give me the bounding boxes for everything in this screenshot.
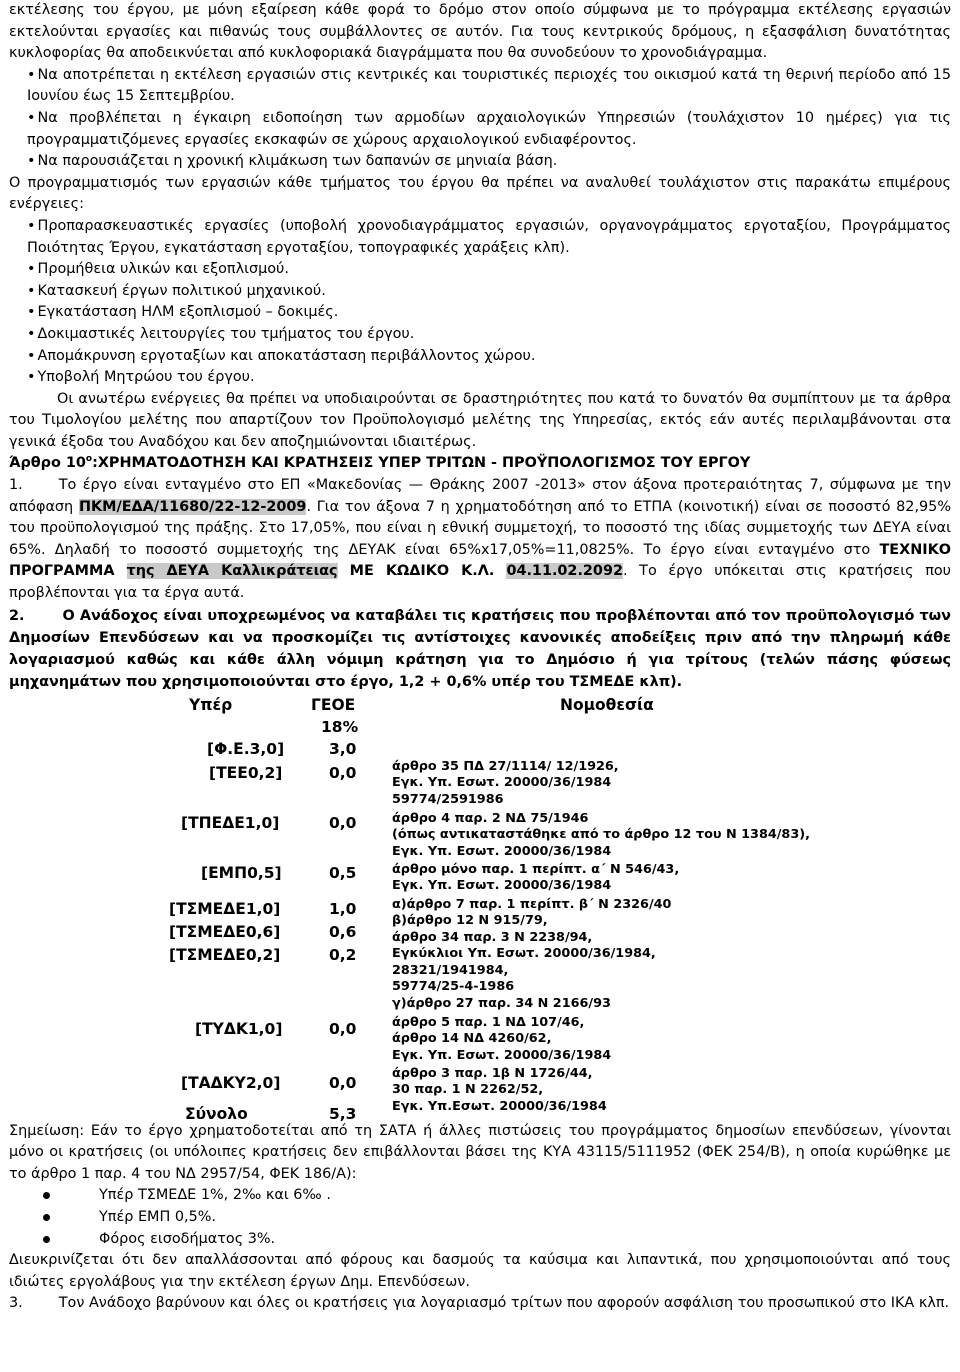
law-line: Εγκ. Υπ. Εσωτ. 20000/36/1984 bbox=[392, 878, 612, 894]
fee-row-label: [ΤΕΕ0,2] bbox=[209, 763, 283, 782]
law-line: άρθρο μόνο παρ. 1 περίπτ. α΄ Ν 546/43, bbox=[392, 861, 680, 877]
article-prefix: Άρθρο 10 bbox=[9, 455, 86, 472]
note-item: Υπέρ ΕΜΠ 0,5%. bbox=[9, 1207, 951, 1229]
law-line: Εγκ. Υπ.Εσωτ. 20000/36/1984 bbox=[392, 1098, 607, 1114]
section-2-text: Ο Ανάδοχος είναι υποχρεωμένος να καταβάλει τις κρατήσεις που προβλέπονται από τον προϋπολογισμό των Δημοσίων Επενδύσεων και να προσκομίζει τις αντίστοιχες κανονικές αποδείξεις πριν από την πληρωμή κάθε λογαριασμού καθώς και κάθε άλλη νόμιμη κράτηση για το Δημόσιο ή για τρίτους (τελών πάσης φύσεως μηχανημάτων που χρησιμοποιούνται στο έργο, 1,2 + 0,6% υπέρ του ΤΣΜΕΔΕ κλπ). bbox=[9, 607, 951, 690]
fee-row-label: [ΤΑΔΚΥ2,0] bbox=[181, 1073, 281, 1092]
fee-row-value: 0,0 bbox=[329, 1073, 357, 1092]
law-emp bbox=[392, 862, 679, 895]
law-line: γ)άρθρο 27 παρ. 34 Ν 2166/93 bbox=[392, 995, 611, 1011]
decision-number: ΠΚΜ/ΕΔΑ/11680/22-12-2009 bbox=[78, 498, 307, 515]
law-line: α)άρθρο 7 παρ. 1 περίπτ. β΄ Ν 2326/40 bbox=[392, 896, 672, 912]
fees-total-value: 5,3 bbox=[329, 1104, 357, 1123]
article-sup: ο bbox=[85, 454, 93, 465]
phase-item: • Προμήθεια υλικών και εξοπλισμού. bbox=[27, 259, 951, 281]
law-line: άρθρο 4 παρ. 2 ΝΔ 75/1946 bbox=[392, 810, 589, 826]
program-code: 04.11.02.2092 bbox=[506, 563, 623, 580]
fee-row-value: 0,0 bbox=[329, 763, 357, 782]
phase-item: • Κατασκευή έργων πολιτικού μηχανικού. bbox=[27, 281, 951, 303]
fees-header-uper: Υπέρ bbox=[189, 695, 233, 714]
fee-row-label: [ΕΜΠ0,5] bbox=[201, 863, 282, 882]
section-1-text-c: . Το έργο υπόκειται στις κρατήσεις που προβλέπονται για τα έργα αυτά. bbox=[9, 563, 951, 602]
fee-row-label: [ΤΣΜΕΔΕ1,0] bbox=[169, 899, 281, 918]
fee-row-value: 0,0 bbox=[329, 813, 357, 832]
law-line: Εγκ. Υπ. Εσωτ. 20000/36/1984 bbox=[392, 775, 612, 791]
section-3 bbox=[9, 1293, 951, 1315]
law-line: Εγκ. Υπ. Εσωτ. 20000/36/1984 bbox=[392, 843, 612, 859]
section-2-number: 2. bbox=[9, 607, 25, 624]
law-tydk bbox=[392, 1015, 611, 1065]
phase-item: • Δοκιμαστικές λειτουργίες του τμήματος του έργου. bbox=[27, 324, 951, 346]
fee-row-value: 1,0 bbox=[329, 899, 357, 918]
fee-row-label: [ΤΣΜΕΔΕ0,6] bbox=[169, 922, 281, 941]
section-1 bbox=[9, 475, 951, 605]
law-line: άρθρο 35 ΠΔ 27/1114/ 12/1926, bbox=[392, 758, 619, 774]
phase-item: • Προπαρασκευαστικές εργασίες (υποβολή χρονοδιαγράμματος εργασιών, οργανογράμματος εργοταξίου, Προγράμματος Ποιότητας Έργου, εγκατάσταση εργοταξίου, τοπογραφικές χαράξεις κλπ). bbox=[27, 216, 951, 259]
fee-row-label: [ΤΣΜΕΔΕ0,2] bbox=[169, 945, 281, 964]
law-line: άρθρο 14 ΝΔ 4260/62, bbox=[392, 1031, 552, 1047]
phase-item: • Εγκατάσταση ΗΛΜ εξοπλισμού – δοκιμές. bbox=[27, 302, 951, 324]
phases-closing: Οι ανωτέρω ενέργειες θα πρέπει να υποδιαιρούνται σε δραστηριότητες που κατά το δυνατόν θα συμπίπτουν με τα άρθρα του Τιμολογίου μελέτης που απαρτίζουν τον Προϋπολογισμό μελέτης της Υπηρεσίας, εκτός εάν αυτές περιλαμβάνονται στα γενικά έξοδα του Αναδόχου και δεν αποζημιώνονται ιδιαιτέρως. bbox=[9, 390, 951, 450]
intro-paragraph: εκτέλεσης του έργου, με μόνη εξαίρεση κάθε φορά το δρόμο στον οποίο σύμφωνα με το πρόγραμμα εκτέλεσης εργασιών εκτελούνται εργασίες και πιθανώς τους συμβάλλοντες σε αυτόν. Για τους κεντρικούς δρόμους, η εξασφάλιση δυνατότητας κυκλοφορίας θα αποδεικνύεται από κυκλοφοριακά διαγράμματα που θα συνοδεύουν το χρονοδιάγραμμα. bbox=[9, 2, 951, 62]
law-tsmede bbox=[392, 897, 671, 1013]
fee-row-value: 0,0 bbox=[329, 1019, 357, 1038]
intro-bullet-summer: • Να αποτρέπεται η εκτέλεση εργασιών στις κεντρικές και τουριστικές περιοχές του οικισμού κατά τη θερινή περίοδο από 15 Ιουνίου έως 15 Σεπτεμβρίου. bbox=[27, 65, 951, 108]
section-1-text-a: Το έργο είναι ενταγμένο στο ΕΠ «Μακεδονίας — Θράκης 2007 -2013» στον άξονα προτεραιότητας 7, σύμφωνα με την απόφαση bbox=[9, 477, 951, 515]
fees-total-label: Σύνολο bbox=[185, 1104, 248, 1123]
fee-row-value: 0,5 bbox=[329, 863, 357, 882]
law-line: άρθρο 34 παρ. 3 Ν 2238/94, bbox=[392, 929, 593, 945]
law-line: 28321/1941984, bbox=[392, 962, 509, 978]
fees-header-law: Νομοθεσία bbox=[560, 695, 654, 714]
program-name: ΤΕΧΝΙΚΟ ΠΡΟΓΡΑΜΜΑ bbox=[9, 541, 951, 580]
phases-lead: Ο προγραμματισμός των εργασιών κάθε τμήματος του έργου θα πρέπει να αναλυθεί τουλάχιστον στις παρακάτω επιμέρους ενέργειες: bbox=[9, 174, 951, 213]
phase-item: • Απομάκρυνση εργοταξίων και αποκατάσταση περιβάλλοντος χώρου. bbox=[27, 346, 951, 368]
law-tpede bbox=[392, 811, 810, 861]
article-title: :ΧΡΗΜΑΤΟΔΟΤΗΣΗ ΚΑΙ ΚΡΑΤΗΣΕΙΣ ΥΠΕΡ ΤΡΙΤΩΝ - ΠΡΟΫΠΟΛΟΓΙΣΜΟΣ ΤΟΥ ΕΡΓΟΥ bbox=[92, 455, 751, 472]
article-heading bbox=[9, 453, 951, 475]
clarification-paragraph: Διευκρινίζεται ότι δεν απαλλάσσονται από φόρους και δασμούς τα καύσιμα και λιπαντικά, που χρησιμοποιούνται από τους ιδιώτες εργολάβους για την εκτέλεση έργων Δημ. Επενδύσεων. bbox=[9, 1252, 951, 1290]
fees-table bbox=[9, 693, 951, 1121]
law-line: 59774/2591986 bbox=[392, 791, 504, 807]
law-line: β)άρθρο 12 Ν 915/79, bbox=[392, 913, 548, 929]
law-tee bbox=[392, 759, 619, 809]
intro-bullet-costs: • Να παρουσιάζεται η χρονική κλιμάκωση των δαπανών σε μηνιαία βάση. bbox=[27, 151, 951, 173]
law-line: 59774/25-4-1986 bbox=[392, 979, 515, 995]
intro-bullet-archaeology: • Να προβλέπεται η έγκαιρη ειδοποίηση των αρμοδίων αρχαιολογικών Υπηρεσιών (τουλάχιστον 10 ημέρες) για τις προγραμματιζόμενες εργασίες εκσκαφών σε χώρους αρχαιολογικού ενδιαφέροντος. bbox=[27, 108, 951, 151]
law-line: 30 παρ. 1 Ν 2262/52, bbox=[392, 1082, 544, 1098]
note-item: Υπέρ ΤΣΜΕΔΕ 1%, 2‰ και 6‰ . bbox=[9, 1185, 951, 1207]
fee-row-value: 0,2 bbox=[329, 945, 357, 964]
note-item: Φόρος εισοδήματος 3%. bbox=[9, 1229, 951, 1251]
section-3-text: Τον Ανάδοχο βαρύνουν και όλες οι κρατήσεις για λογαριασμό τρίτων που αφορούν ασφάλιση του προσωπικού στο ΙΚΑ κλπ. bbox=[58, 1295, 950, 1312]
note-list bbox=[9, 1185, 951, 1250]
fees-header-percent: 18% bbox=[321, 717, 359, 736]
law-tadky bbox=[392, 1066, 607, 1116]
law-line: άρθρο 5 παρ. 1 ΝΔ 107/46, bbox=[392, 1014, 585, 1030]
section-2 bbox=[9, 605, 951, 693]
fee-row-value: 3,0 bbox=[329, 739, 357, 758]
fee-row-label: [ΤΠΕΔΕ1,0] bbox=[181, 813, 280, 832]
program-code-label: ΜΕ ΚΩΔΙΚΟ Κ.Λ. bbox=[337, 563, 507, 580]
fees-header-geoe: ΓΕΟΕ bbox=[311, 695, 356, 714]
program-owner: της ΔΕΥΑ Καλλικράτειας bbox=[126, 563, 338, 580]
section-1-text-b: . Για τον άξονα 7 η χρηματοδότηση από το ΕΤΠΑ (κοινοτική) είναι σε ποσοστό 82,95% του προϋπολογισμού της πράξης. Στο 17,05%, που είναι η εθνική συμμετοχή, το ποσοστό της ιδίας συμμετοχής των ΔΕΥΑ είναι 65%. Δηλαδή το ποσοστό συμμετοχής της ΔΕΥΑΚ είναι 65%x17,05%=11,0825%. Το έργο είναι ενταγμένο στο bbox=[9, 498, 951, 558]
law-line: Εγκ. Υπ. Εσωτ. 20000/36/1984 bbox=[392, 1047, 612, 1063]
law-line: Εγκύκλιοι Υπ. Εσωτ. 20000/36/1984, bbox=[392, 946, 656, 962]
note-paragraph: Σημείωση: Εάν το έργο χρηματοδοτείται από τη ΣΑΤΑ ή άλλες πιστώσεις του προγράμματος δημοσίων επενδύσεων, γίνονται μόνο οι κρατήσεις (οι υπόλοιπες κρατήσεις δεν επιβάλλονται βάσει της ΚΥΑ 43115/5111952 (ΦΕΚ 254/Β), η οποία κυρώθηκε με το άρθρο 1 παρ. 4 του ΝΔ 2957/54, ΦΕΚ 186/Α): bbox=[9, 1122, 951, 1182]
phase-item: • Υποβολή Μητρώου του έργου. bbox=[27, 367, 951, 389]
fee-row-label: [ΤΥΔΚ1,0] bbox=[195, 1019, 283, 1038]
fee-row-value: 0,6 bbox=[329, 922, 357, 941]
section-3-number: 3. bbox=[9, 1295, 23, 1312]
law-line: (όπως αντικαταστάθηκε από το άρθρο 12 του Ν 1384/83), bbox=[392, 827, 810, 843]
section-1-number: 1. bbox=[9, 477, 23, 494]
law-line: άρθρο 3 παρ. 1β Ν 1726/44, bbox=[392, 1065, 593, 1081]
fee-row-label: [Φ.Ε.3,0] bbox=[207, 739, 285, 758]
